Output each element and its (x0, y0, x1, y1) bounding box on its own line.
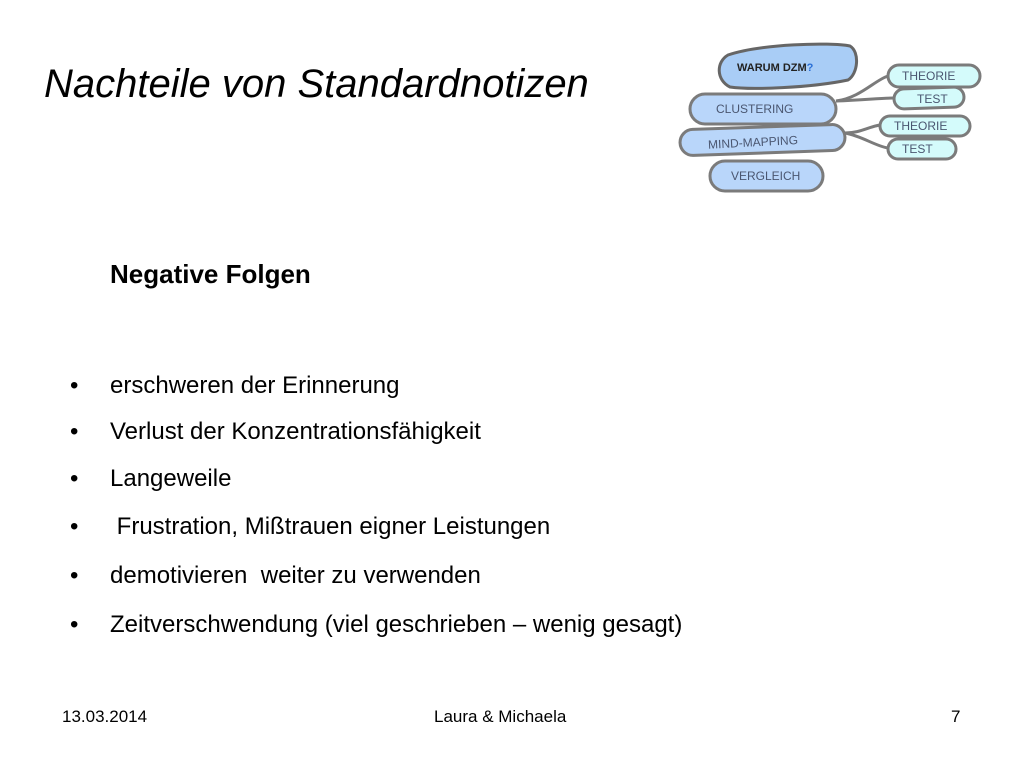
bullet-marker: • (70, 418, 79, 445)
bullet-marker: • (70, 465, 79, 492)
node-vergleich-label: VERGLEICH (731, 169, 801, 183)
bullet-text: Zeitverschwendung (viel geschrieben – wenig gesagt) (110, 611, 683, 638)
bullet-text: erschweren der Erinnerung (110, 372, 400, 399)
slide-title: Nachteile von Standardnotizen (44, 62, 589, 106)
leaf-test-2 (888, 139, 956, 159)
bullet-text: Langeweile (110, 465, 232, 492)
bullet-text: Frustration, Mißtrauen eigner Leistungen (110, 513, 551, 540)
main-node-label: WARUM DZM (737, 62, 807, 74)
leaf-theorie-1 (888, 65, 980, 87)
node-vergleich (710, 161, 823, 191)
leaf-test-2-label: TEST (902, 142, 933, 156)
footer-page-number: 7 (951, 707, 961, 726)
footer-authors: Laura & Michaela (434, 707, 567, 726)
bullet-text: Verlust der Konzentrationsfähigkeit (110, 418, 481, 445)
connector-mindmapping-test (845, 133, 888, 148)
svg-text:WARUM DZM? (737, 62, 814, 74)
bullet-marker: • (70, 372, 79, 399)
bullet-marker: • (70, 513, 79, 540)
main-node-question-mark: ? (806, 62, 814, 74)
leaf-theorie-2 (880, 116, 970, 136)
node-mind-mapping-label: MIND-MAPPING (707, 133, 799, 152)
footer-date: 13.03.2014 (62, 707, 148, 726)
mind-map-diagram (0, 0, 1024, 220)
leaf-theorie-1-label: THEORIE (902, 69, 956, 83)
bullet-text: demotivieren weiter zu verwenden (110, 562, 481, 589)
bullet-marker: • (70, 611, 79, 638)
leaf-test-1 (894, 87, 965, 109)
bullet-marker: • (70, 562, 79, 589)
mind-map-main-node (719, 44, 856, 88)
node-mind-mapping (680, 124, 846, 156)
leaf-test-1-label: TEST (917, 92, 948, 106)
node-clustering (690, 94, 836, 124)
node-clustering-label: CLUSTERING (716, 102, 794, 116)
connector-mindmapping-theorie (845, 125, 880, 133)
leaf-theorie-2-label: THEORIE (894, 119, 948, 133)
slide-subtitle: Negative Folgen (110, 259, 311, 289)
